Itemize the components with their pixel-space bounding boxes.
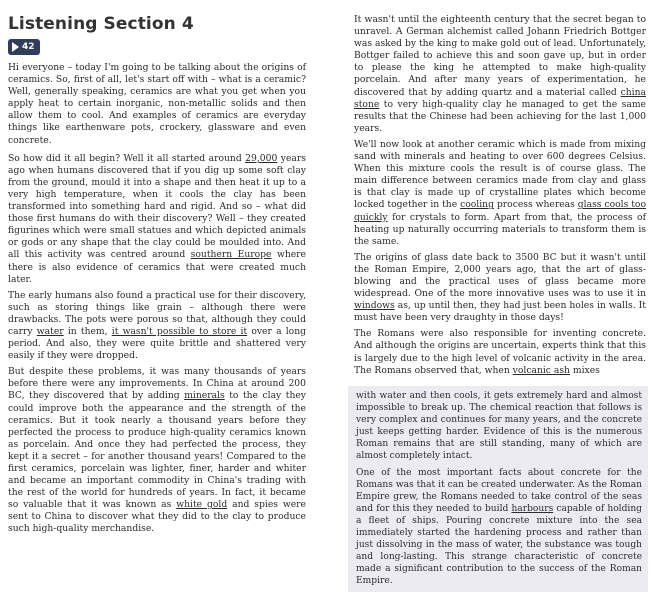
right-paragraph	[354, 252, 646, 325]
left-paragraph	[8, 290, 306, 363]
left-column	[8, 14, 306, 540]
text-run: It wasn't until the eighteenth century that the secret began to unravel. A German alchemist called Johann Friedrich Bottger was asked by the king to make gold out of lead. Unfortunately, Bottger failed to achieve this and soon gave up, but in order to please the king he attempted to make high-quality porcelain. And after many years of experimentation, he discovered that by adding quartz and a material called	[354, 14, 647, 98]
underlined-answer: glass cools too quickly	[354, 199, 646, 223]
underlined-answer: it wasn't possible to store it	[111, 325, 248, 337]
text-run: and spies were sent to China to discover what they did to the clay to produce such high-quality merchandise.	[8, 499, 306, 535]
left-paragraph	[8, 62, 306, 147]
text-run: The Romans were also responsible for inventing concrete. And although the origins are uncertain, experts think that this is largely due to the high level of volcanic activity in the area. The Romans observed that, when	[354, 328, 646, 376]
text-run: over a long period. And also, they were quite brittle and shattered very easily if they were dropped.	[8, 325, 306, 362]
underlined-answer: volcanic ash	[512, 364, 570, 376]
text-run: for crystals to form. Apart from that, the process of heating up naturally occurring materials to transform them is the same.	[354, 211, 646, 247]
shaded-passage	[356, 390, 642, 592]
left-paragraph	[8, 366, 306, 535]
underlined-answer: harbours	[511, 504, 554, 514]
text-run: as, up until then, they had just been holes in walls. It must have been very draughty in those days!	[354, 300, 646, 324]
right-column	[354, 14, 646, 381]
underlined-answer: water	[36, 325, 64, 337]
underlined-answer: windows	[354, 300, 395, 312]
underlined-answer: china stone	[354, 86, 646, 110]
right-paragraph	[354, 328, 646, 376]
text-run: years ago when humans discovered that if you dig up some soft clay from the ground, mould it into a shape and then heat it up to a very high temperature, when it cools the clay has been transformed into something hard and rigid. And so – what did those first humans do with their discovery? Well – they created figurines which were small statues and which depicted animals or gods or any shape that the clay could be moulded into. And all this activity was centred around	[8, 152, 306, 261]
underlined-answer: minerals	[184, 390, 225, 402]
text-run: to the clay they could improve both the appearance and the strength of the ceramics. But it took nearly a thousand years before they perfected the process to produce high-quality ceramics known as porcelain. And once they had perfected the process, they kept it a secret – for another thousand years! Compared to the first ceramics, porcelain was lighter, finer, harder and whiter and became an important commodity in China's trading with the rest of the world for hundreds of years. In fact, it became so valuable that it was known as	[8, 390, 306, 511]
section-title: Listening Section 4	[8, 14, 194, 34]
text-run: process whereas	[493, 199, 578, 211]
underlined-answer: southern Europe	[190, 249, 272, 261]
text-run: So how did it all begin? Well it all started around	[8, 152, 246, 164]
right-paragraphs	[354, 14, 646, 377]
play-icon	[12, 42, 19, 52]
shaded-paragraph	[356, 467, 642, 587]
text-run: in them,	[63, 325, 112, 337]
right-paragraph	[354, 139, 646, 248]
text-run: We'll now look at another ceramic which is made from mixing sand with minerals and heating to over 600 degrees Celsius. When this mixture cools the result is of course glass. The main difference between ceramics made from clay and glass is that clay is made up of crystalline plates which become locked together in the	[354, 138, 646, 211]
left-paragraphs	[8, 62, 306, 536]
left-paragraph	[8, 153, 306, 286]
text-run: with water and then cools, it gets extremely hard and almost impossible to break up. The chemical reaction that follows is very complex and continues for many years, and the concrete just keeps getting harder. Evidence of this is the numerous Roman remains that are still standing, many of which are almost completely intact.	[356, 391, 642, 461]
text-run: The early humans also found a practical use for their discovery, such as storing things like grain – although there were drawbacks. The pots were porous so that, although they could carry	[8, 289, 306, 337]
shaded-paragraphs	[356, 390, 642, 587]
text-run: One of the most important facts about concrete for the Romans was that it can be created underwater. As the Roman Empire grew, the Romans needed to take control of the seas and for this they needed to build	[356, 468, 642, 514]
text-run: to very high-quality clay he managed to get the same results that the Chinese had been achieving for the last 1,000 years.	[354, 98, 646, 134]
underlined-answer: white gold	[176, 499, 228, 511]
right-paragraph	[354, 14, 646, 135]
text-run: mixes	[569, 364, 600, 376]
text-run: The origins of glass date back to 3500 BC but it wasn't until the Roman Empire, 2,000 years ago, that the art of glass-blowing and the practical uses of glass became more widespread. One of the more innovative uses was to use it in	[354, 251, 646, 300]
text-run: where there is also evidence of ceramics that were created much later.	[8, 249, 306, 285]
shaded-paragraph	[356, 390, 642, 462]
text-run: Hi everyone – today I'm going to be talking about the origins of ceramics. So, first of all, let's start off with – what is a ceramic? Well, generally speaking, ceramics are what you get when you apply heat to certain inorganic, non-metallic solids and then allow them to cool. And examples of ceramics are everyday things like earthenware pots, crockery, glassware and even concrete.	[8, 62, 306, 146]
underlined-answer: cooling	[460, 199, 494, 211]
text-run: But despite these problems, it was many thousands of years before there were any improvements. In China at around 200 BC, they discovered that by adding	[8, 366, 306, 402]
underlined-answer: 29,000	[245, 152, 278, 164]
text-run: capable of holding a fleet of ships. Pouring concrete mixture into the sea immediately started the hardening process and rather than just dissolving in the mass of water, the substance was tough and long-lasting. This strange characteristic of concrete made a significant contribution to the success of the Roman Empire.	[356, 504, 642, 586]
track-number: 42	[22, 42, 35, 52]
audio-track-button[interactable]	[8, 39, 40, 55]
